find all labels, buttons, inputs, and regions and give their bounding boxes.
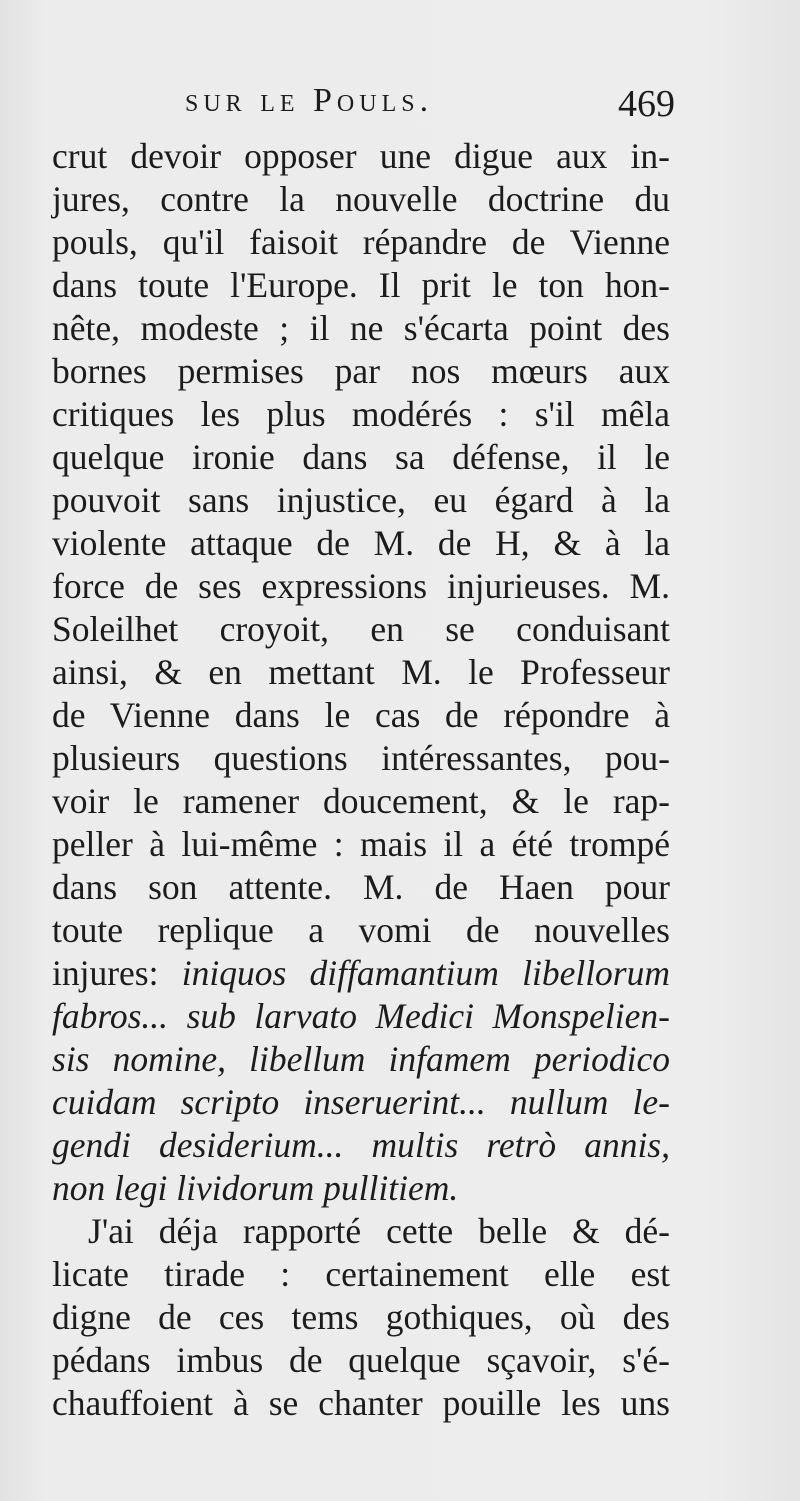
- text-line: nête, modeste ; il ne s'écarta point des: [52, 308, 670, 348]
- text-line: critiques les plus modérés : s'il mêla: [52, 394, 670, 434]
- text-line: voir le ramener doucement, & le rap-: [52, 781, 670, 821]
- paragraph-start-line: J'ai déja rapporté cette belle & dé-: [88, 1211, 670, 1251]
- page-number: 469: [618, 83, 675, 125]
- text-line: ainsi, & en mettant M. le Professeur: [52, 652, 670, 692]
- text-line: dans son attente. M. de Haen pour: [52, 867, 670, 907]
- text-line: violente attaque de M. de H, & à la: [52, 523, 670, 563]
- text-line: toute replique a vomi de nouvelles: [52, 910, 670, 950]
- running-head-title: sur le Pouls.: [185, 82, 434, 119]
- text-line: pédans imbus de quelque sçavoir, s'é-: [52, 1340, 670, 1380]
- text-line: force de ses expressions injurieuses. M.: [52, 566, 670, 606]
- text-line: licate tirade : certainement elle est: [52, 1254, 670, 1294]
- text-line: Soleilhet croyoit, en se conduisant: [52, 609, 670, 649]
- latin-quote: iniquos diffamantium libellorum: [181, 953, 671, 993]
- roman-prefix: injures:: [52, 953, 182, 993]
- text-line: de Vienne dans le cas de répondre à: [52, 695, 670, 735]
- latin-quote-line: sis nomine, libellum infamem periodico: [52, 1039, 670, 1079]
- text-line: crut devoir opposer une digue aux in-: [52, 136, 670, 176]
- latin-quote-line: fabros... sub larvato Medici Monspelien-: [52, 996, 670, 1036]
- text-line: pouvoit sans injustice, eu égard à la: [52, 480, 670, 520]
- text-line-mixed: [52, 952, 670, 995]
- text-line: digne de ces tems gothiques, où des: [52, 1297, 670, 1337]
- text-line: bornes permises par nos mœurs aux: [52, 351, 670, 391]
- latin-quote-line: gendi desiderium... multis retrò annis,: [52, 1125, 670, 1165]
- text-line: pouls, qu'il faisoit répandre de Vienne: [52, 222, 670, 262]
- text-line: peller à lui-même : mais il a été trompé: [52, 824, 670, 864]
- text-line: quelque ironie dans sa défense, il le: [52, 437, 670, 477]
- running-head: [50, 82, 675, 132]
- text-line: jures, contre la nouvelle doctrine du: [52, 179, 670, 219]
- text-line: dans toute l'Europe. Il prit le ton hon-: [52, 265, 670, 305]
- latin-quote-line: cuidam scripto inseruerint... nullum le-: [52, 1082, 670, 1122]
- latin-quote-line: non legi lividorum pullitiem.: [52, 1168, 459, 1208]
- text-line: plusieurs questions intéressantes, pou-: [52, 738, 670, 778]
- text-line: chauffoient à se chanter pouille les uns: [52, 1383, 670, 1423]
- body-text: [52, 135, 670, 1425]
